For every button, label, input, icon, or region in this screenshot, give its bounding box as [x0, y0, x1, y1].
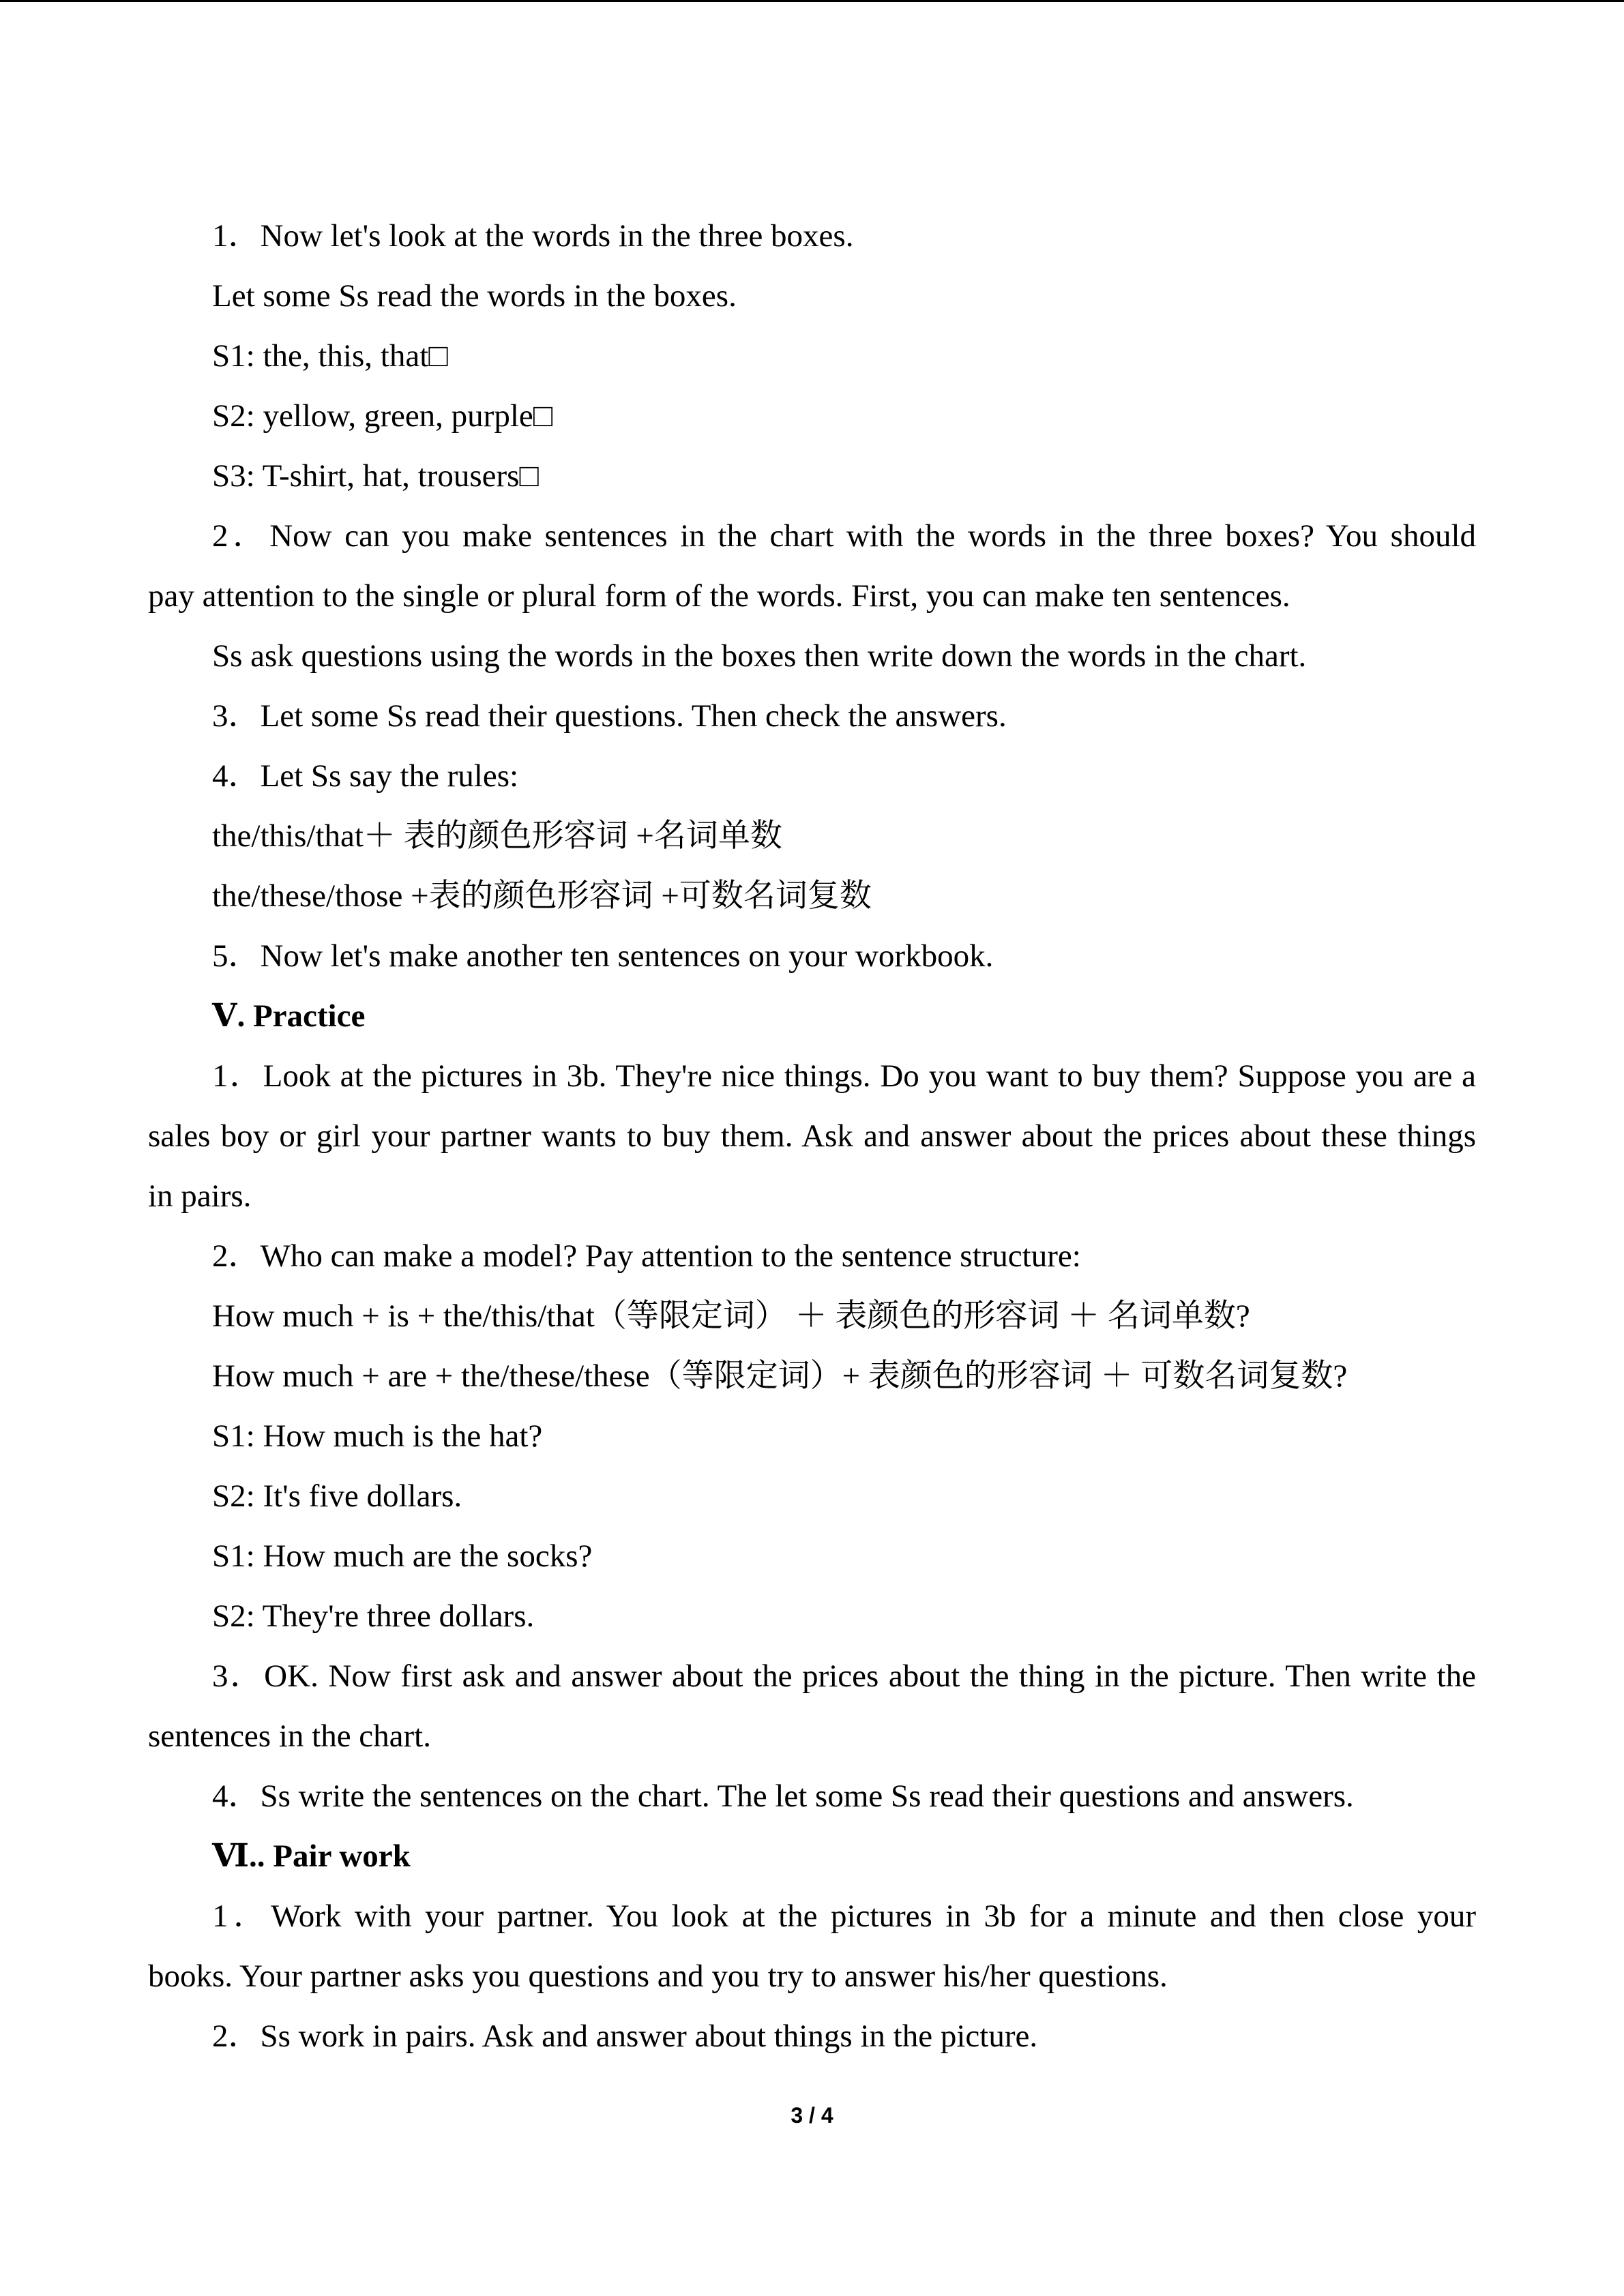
structure-singular: How much + is + the/this/that（等限定词） ＋ 表颜色的形容词 ＋ 名词单数? [212, 1298, 1250, 1334]
practice-step-3-line-1: 3．OK. Now first ask and answer about the prices about the thing in the picture. Then write the [212, 1658, 1476, 1694]
top-border-line [0, 0, 1624, 2]
dialogue-line-1: S1: How much is the hat? [212, 1418, 543, 1454]
dialogue-line-3: S1: How much are the socks? [212, 1538, 593, 1574]
pair-work-step-1-line-1: 1．Work with your partner. You look at the pictures in 3b for a minute and then close your [212, 1898, 1476, 1934]
pair-work-step-2: 2．Ss work in pairs. Ask and answer about things in the picture. [212, 2018, 1038, 2054]
practice-step-3-line-2: sentences in the chart. [148, 1718, 431, 1754]
practice-step-1-line-2: sales boy or girl your partner wants to buy them. Ask and answer about the prices about these things [148, 1118, 1476, 1154]
words-step-1: 1．Now let's look at the words in the three boxes. [212, 218, 854, 254]
words-step-1-note: Let some Ss read the words in the boxes. [212, 278, 737, 314]
dialogue-line-4: S2: They're three dollars. [212, 1598, 535, 1634]
student-answer-2: S2: yellow, green, purple□ [212, 398, 553, 434]
words-step-3: 3．Let some Ss read their questions. Then check the answers. [212, 698, 1007, 734]
dialogue-line-2: S2: It's five dollars. [212, 1478, 462, 1514]
rule-plural: the/these/those +表的颜色形容词 +可数名词复数 [212, 878, 872, 914]
student-answer-3: S3: T-shirt, hat, trousers□ [212, 458, 539, 494]
pair-work-step-1-line-2: books. Your partner asks you questions and you try to answer his/her questions. [148, 1958, 1168, 1994]
lesson-content [148, 206, 1476, 2066]
practice-step-1-line-3: in pairs. [148, 1178, 252, 1214]
words-step-2-note: Ss ask questions using the words in the boxes then write down the words in the chart. [212, 638, 1307, 674]
practice-step-4: 4．Ss write the sentences on the chart. The let some Ss read their questions and answers. [212, 1778, 1354, 1814]
words-step-4: 4．Let Ss say the rules: [212, 758, 519, 794]
pair-work-heading: Ⅵ.. Pair work [212, 1838, 411, 1874]
words-step-5: 5．Now let's make another ten sentences on your workbook. [212, 938, 994, 974]
practice-step-2: 2．Who can make a model? Pay attention to the sentence structure: [212, 1238, 1081, 1274]
practice-step-1-line-1: 1．Look at the pictures in 3b. They're nice things. Do you want to buy them? Suppose you are a [212, 1058, 1476, 1094]
page-number: 3 / 4 [791, 2103, 833, 2128]
words-step-2-line-1: 2．Now can you make sentences in the chart with the words in the three boxes? You should [212, 518, 1476, 554]
practice-heading: Ⅴ. Practice [212, 998, 366, 1034]
structure-plural: How much + are + the/these/these（等限定词）+ 表颜色的形容词 ＋ 可数名词复数? [212, 1358, 1348, 1394]
student-answer-1: S1: the, this, that□ [212, 338, 448, 374]
words-step-2-line-2: pay attention to the single or plural form of the words. First, you can make ten sentences. [148, 578, 1290, 614]
rule-singular: the/this/that＋ 表的颜色形容词 +名词单数 [212, 818, 782, 854]
